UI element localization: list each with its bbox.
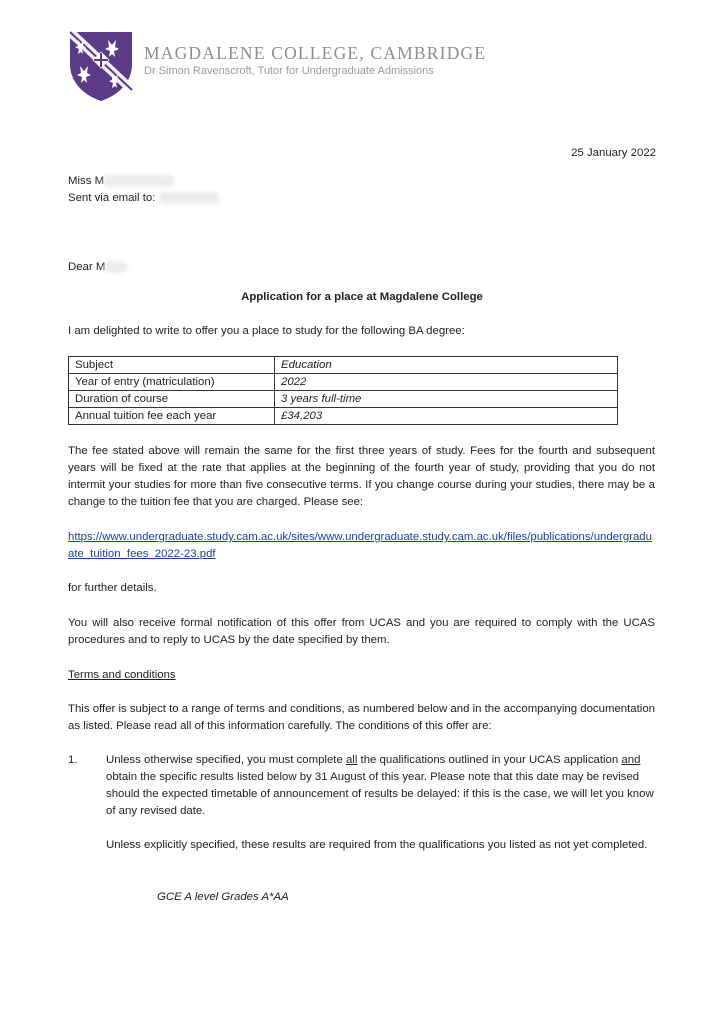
recipient-email-line xyxy=(68,190,219,207)
table-cell-value: £34,203 xyxy=(275,408,618,425)
tutor-line: Dr Simon Ravenscroft, Tutor for Undergraduate Admissions xyxy=(144,65,434,77)
offer-details-table xyxy=(68,356,618,425)
ucas-paragraph: You will also receive formal notification of this offer from UCAS and you are required to comply with the UCAS procedures and to reply to UCAS by the date specified by them. xyxy=(68,617,655,646)
condition-text-part: Unless otherwise specified, you must complete xyxy=(106,754,346,766)
condition-emphasis: and xyxy=(621,754,641,766)
table-cell-label: Duration of course xyxy=(69,391,275,408)
results-paragraph: Unless explicitly specified, these results are required from the qualifications you listed as not yet completed. xyxy=(106,839,648,851)
recipient-name-text: Miss M xyxy=(68,175,105,187)
table-row xyxy=(69,357,618,374)
recipient-email-prefix: Sent via email to: xyxy=(68,192,156,204)
table-cell-value: 3 years full-time xyxy=(275,391,618,408)
table-row xyxy=(69,374,618,391)
terms-heading: Terms and conditions xyxy=(68,669,176,681)
terms-intro-paragraph: This offer is subject to a range of terms and conditions, as numbered below and in the accompanying documentation as listed. Please read all of this information carefully. The conditions of this offer are: xyxy=(68,703,655,732)
table-cell-label: Year of entry (matriculation) xyxy=(69,374,275,391)
letter-date: 25 January 2022 xyxy=(571,147,656,159)
table-cell-value: 2022 xyxy=(275,374,618,391)
tuition-fees-link[interactable]: https://www.undergraduate.study.cam.ac.uk/sites/www.undergraduate.study.cam.ac.uk/files/publications/undergraduate_tuition_fees_2022-23.pdf xyxy=(68,531,652,560)
intro-paragraph: I am delighted to write to offer you a place to study for the following BA degree: xyxy=(68,325,465,337)
table-row xyxy=(69,408,618,425)
salutation xyxy=(68,259,127,276)
college-crest-logo xyxy=(68,30,134,102)
table-row xyxy=(69,391,618,408)
required-grades: GCE A level Grades A*AA xyxy=(157,891,289,903)
table-cell-value: Education xyxy=(275,357,618,374)
redaction xyxy=(159,192,219,204)
table-cell-label: Subject xyxy=(69,357,275,374)
recipient-name xyxy=(68,173,174,190)
condition-text-part: obtain the specific results listed below by 31 August of this year. Please note that this date may be revised should the expected timetable of announcement of results be delayed: if this is the case, we will let you know of any revised date. xyxy=(106,771,654,817)
table-cell-label: Annual tuition fee each year xyxy=(69,408,275,425)
further-details-text: for further details. xyxy=(68,582,157,594)
condition-text xyxy=(106,752,656,820)
condition-text-part: the qualifications outlined in your UCAS application xyxy=(357,754,622,766)
fee-paragraph: The fee stated above will remain the same for the first three years of study. Fees for the fourth and subsequent years will be fixed at the rate that applies at the beginning of the fourth year of study, providing that you do not intermit your studies for more than five consecutive terms. If you change course during your studies, there may be a change to the tuition fee that you are charged. Please see: xyxy=(68,445,655,508)
salutation-text: Dear M xyxy=(68,261,106,273)
redaction xyxy=(105,261,127,273)
college-name: MAGDALENE COLLEGE, CAMBRIDGE xyxy=(144,43,487,63)
letter-heading: Application for a place at Magdalene College xyxy=(241,291,483,303)
redaction xyxy=(104,175,174,187)
condition-number: 1. xyxy=(68,754,78,766)
condition-emphasis: all xyxy=(345,754,358,766)
